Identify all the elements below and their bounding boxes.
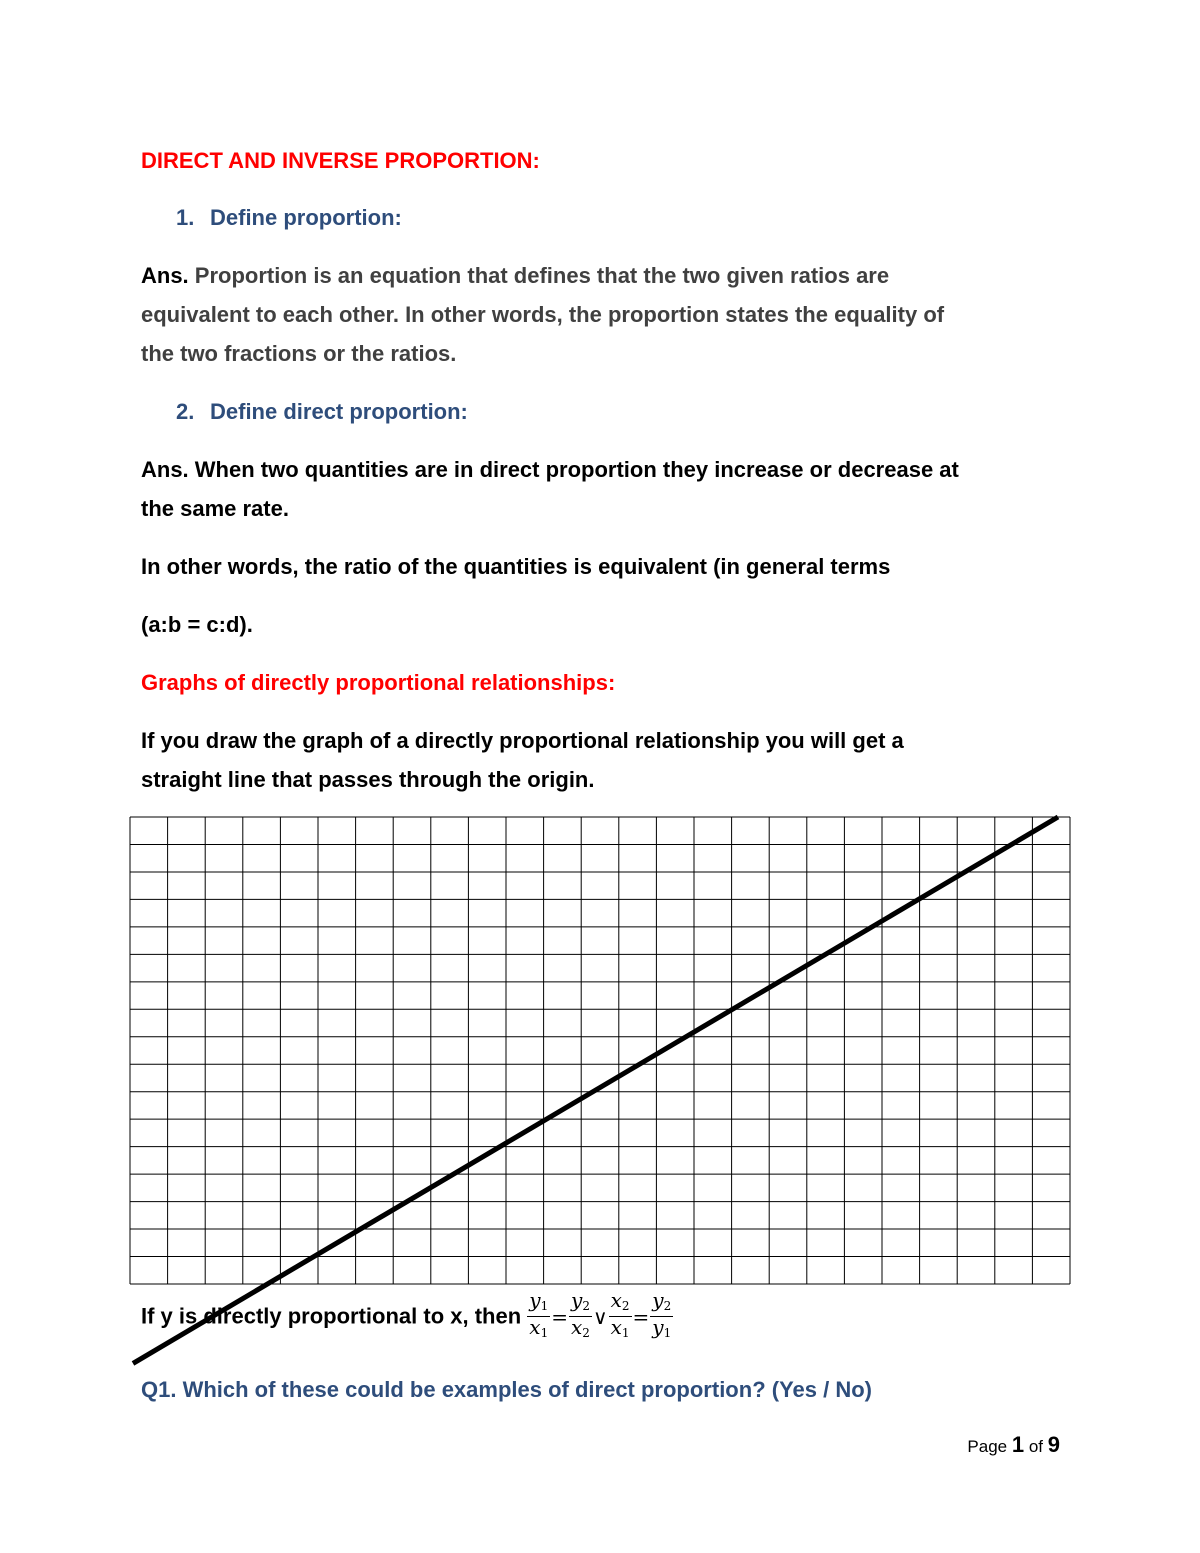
paragraph-ratio-line-1: In other words, the ratio of the quantities is equivalent (in general terms <box>141 554 891 579</box>
fraction-y1-over-x1: $\frac{y_1}{x_1}$ <box>529 1288 549 1340</box>
answer-1-text: Proportion is an equation that defines that the two given ratios are <box>188 263 890 288</box>
page-footer <box>967 1432 1060 1458</box>
footer-total-pages: 9 <box>1047 1432 1060 1457</box>
paragraph-ratio-line-2: (a:b = c:d). <box>141 612 253 637</box>
or-symbol: ∨ <box>592 1304 608 1329</box>
graphs-heading: Graphs of directly proportional relationships: <box>141 670 616 695</box>
fraction-y2-over-x2: $\frac{y_2}{x_2}$ <box>571 1288 590 1340</box>
formula-lead: If y is directly proportional to x, then <box>141 1303 522 1329</box>
footer-page-word: Page <box>967 1437 1008 1456</box>
answer-2-line-2: the same rate. <box>141 496 289 521</box>
answer-1-prefix: Ans. <box>141 263 189 288</box>
fraction-x2-over-x1: $\frac{x_2}{x_1}$ <box>610 1288 630 1340</box>
question-2-number: 2. <box>176 399 195 424</box>
equals-sign: = <box>632 1304 650 1329</box>
equals-sign: = <box>551 1304 568 1329</box>
question-2-text: Define direct proportion: <box>210 399 468 424</box>
question-1-text: Define proportion: <box>210 205 402 230</box>
document-title: DIRECT AND INVERSE PROPORTION: <box>141 148 540 173</box>
answer-2-line-1: Ans. When two quantities are in direct proportion they increase or decrease at <box>141 457 959 482</box>
answer-1-line-2: equivalent to each other. In other words, the proportion states the equality of <box>141 302 945 327</box>
graph-grid <box>130 817 1070 1284</box>
graphs-text-line-1: If you draw the graph of a directly proportional relationship you will get a <box>141 728 904 753</box>
footer-current-page: 1 <box>1011 1432 1025 1457</box>
footer-of-word: of <box>1028 1437 1044 1456</box>
answer-1-line-3: the two fractions or the ratios. <box>141 341 457 366</box>
question-q1: Q1. Which of these could be examples of direct proportion? (Yes / No) <box>141 1377 872 1402</box>
question-1-number: 1. <box>176 205 195 230</box>
fraction-y2-over-y1: $\frac{y_2}{y_1}$ <box>652 1288 672 1340</box>
graphs-text-line-2: straight line that passes through the origin. <box>141 767 595 792</box>
